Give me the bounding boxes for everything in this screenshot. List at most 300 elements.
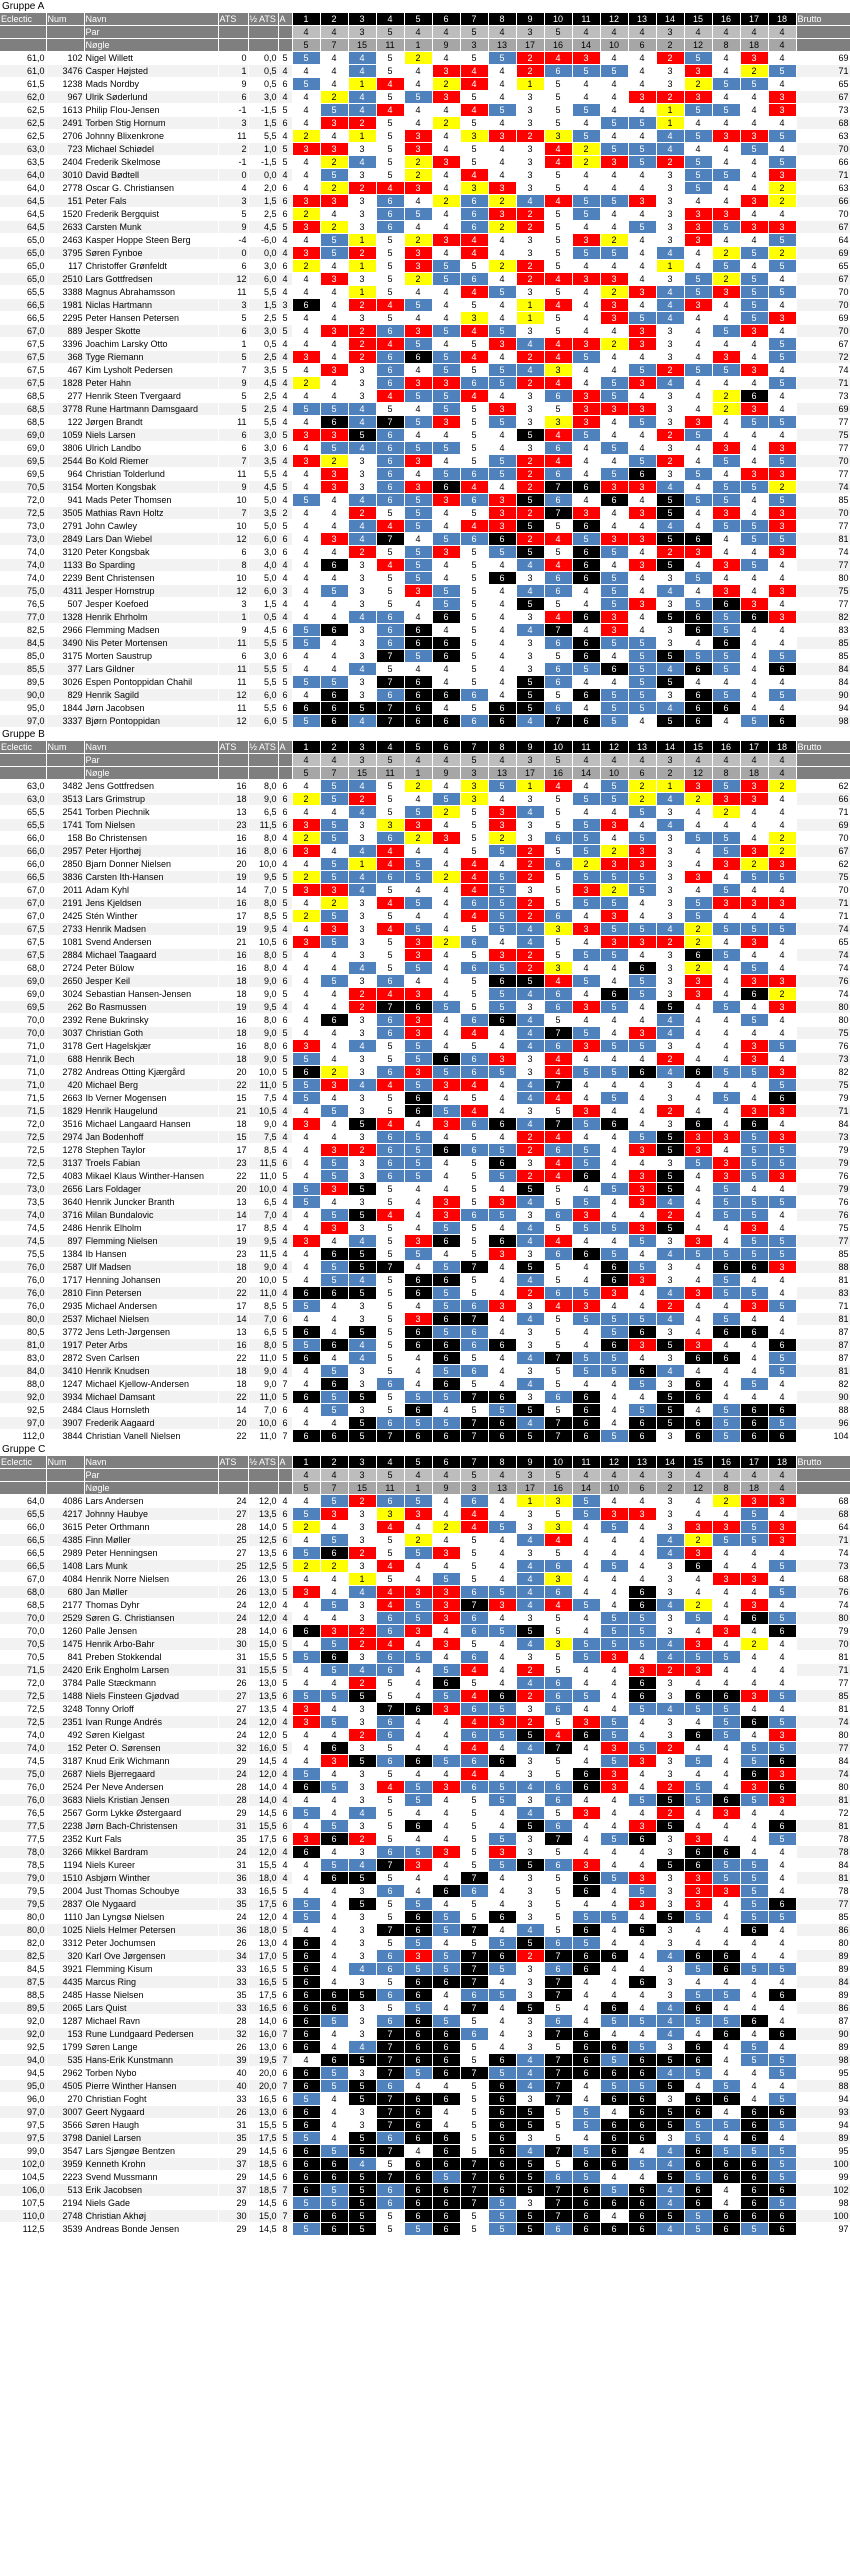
hole-score: 4 [768, 1027, 796, 1040]
hole-score: 4 [600, 1053, 628, 1066]
hole-score: 6 [292, 1989, 320, 2002]
hole-score: 3 [740, 130, 768, 143]
hole-score: 5 [628, 416, 656, 429]
eclectic-score: 79,5 [0, 1898, 46, 1911]
hole-score: 5 [768, 1196, 796, 1209]
hole-score: 3 [292, 429, 320, 442]
brutto-score: 70 [796, 832, 850, 845]
hole-score: 3 [488, 208, 516, 221]
brutto-score: 71 [796, 65, 850, 78]
brutto-score: 89 [796, 1963, 850, 1976]
hole-score: 3 [656, 1521, 684, 1534]
hole-score: 4 [628, 520, 656, 533]
brutto-score: 86 [796, 2002, 850, 2015]
table-row [0, 871, 850, 884]
a-value: 6 [278, 936, 292, 949]
hole-score: 6 [572, 572, 600, 585]
hole-score: 3 [628, 1170, 656, 1183]
hole-score: 6 [712, 2028, 740, 2041]
ats-value: 5 [218, 312, 248, 325]
hole-score: 3 [572, 1105, 600, 1118]
hole-score: 5 [404, 871, 432, 884]
hole-score: 5 [404, 1898, 432, 1911]
hole-par: 4 [572, 754, 600, 767]
hole-score: 6 [376, 1612, 404, 1625]
player-name: Henrik Sagild [84, 689, 218, 702]
hole-score: 7 [460, 1872, 488, 1885]
hole-score: 3 [488, 520, 516, 533]
hole-score: 3 [348, 1911, 376, 1924]
hole-score: 4 [516, 1040, 544, 1053]
hole-score: 4 [684, 117, 712, 130]
hole-score: 4 [768, 572, 796, 585]
brutto-score: 79 [796, 1157, 850, 1170]
hole-score: 4 [460, 871, 488, 884]
hole-score: 5 [740, 1898, 768, 1911]
hole-score: 4 [572, 1092, 600, 1105]
brutto-score: 80 [796, 1014, 850, 1027]
hole-score: 3 [348, 1781, 376, 1794]
hole-score: 6 [600, 2067, 628, 2080]
col-ats: ATS [218, 741, 248, 754]
member-number: 1025 [46, 1924, 84, 1937]
hole-score: 4 [572, 1989, 600, 2002]
hole-score: 4 [432, 520, 460, 533]
hole-score: 5 [740, 1235, 768, 1248]
hole-score: 4 [712, 1339, 740, 1352]
member-number: 3547 [46, 2145, 84, 2158]
ats-value: 0 [218, 169, 248, 182]
hole-score: 3 [432, 1118, 460, 1131]
hole-score: 7 [376, 2145, 404, 2158]
hole-score: 4 [544, 533, 572, 546]
half-ats-value: 2,5 [248, 208, 278, 221]
hole-score: 3 [488, 1248, 516, 1261]
hole-score: 4 [432, 169, 460, 182]
hole-score: 4 [600, 1014, 628, 1027]
hole-score: 3 [740, 598, 768, 611]
hole-score: 5 [320, 1495, 348, 1508]
hole-score: 4 [516, 195, 544, 208]
hole-index: 17 [516, 39, 544, 52]
hole-par: 3 [656, 1469, 684, 1482]
player-name: Peter Orthmann [84, 1521, 218, 1534]
hole-score: 4 [600, 1495, 628, 1508]
hole-score: 6 [404, 2041, 432, 2054]
table-row [0, 2080, 850, 2093]
hole-score: 5 [320, 1157, 348, 1170]
hole-score: 5 [600, 468, 628, 481]
half-ats-value: 14,0 [248, 1781, 278, 1794]
hole-score: 4 [404, 845, 432, 858]
member-number: 377 [46, 663, 84, 676]
hole-number: 13 [628, 1456, 656, 1469]
eclectic-score: 74,0 [0, 546, 46, 559]
hole-score: 5 [712, 1183, 740, 1196]
hole-score: 4 [488, 1768, 516, 1781]
hole-score: 5 [600, 390, 628, 403]
player-name: Carsten Ith-Hansen [84, 871, 218, 884]
hole-score: 4 [348, 1339, 376, 1352]
ats-value: 19 [218, 1235, 248, 1248]
hole-score: 6 [628, 1430, 656, 1443]
hole-score: 4 [404, 221, 432, 234]
hole-score: 5 [712, 1313, 740, 1326]
hole-score: 4 [712, 871, 740, 884]
player-name: Carsten Munk [84, 221, 218, 234]
eclectic-score: 71,5 [0, 1092, 46, 1105]
hole-score: 6 [292, 2145, 320, 2158]
hole-score: 2 [292, 871, 320, 884]
hole-score: 4 [656, 1027, 684, 1040]
a-value: 6 [278, 182, 292, 195]
brutto-score: 81 [796, 1274, 850, 1287]
hole-score: 4 [684, 845, 712, 858]
ats-value: 36 [218, 1872, 248, 1885]
hole-score: 3 [656, 884, 684, 897]
hole-score: 5 [544, 1508, 572, 1521]
brutto-score: 70 [796, 507, 850, 520]
ats-value: 11 [218, 468, 248, 481]
member-number: 3806 [46, 442, 84, 455]
hole-score: 5 [376, 1352, 404, 1365]
hole-score: 3 [628, 195, 656, 208]
half-ats-value: 9,0 [248, 1365, 278, 1378]
hole-score: 4 [656, 923, 684, 936]
member-number: 2706 [46, 130, 84, 143]
hole-score: 4 [516, 1677, 544, 1690]
hole-score: 5 [712, 1872, 740, 1885]
hole-score: 3 [684, 1287, 712, 1300]
hole-score: 4 [600, 1300, 628, 1313]
hole-score: 5 [600, 195, 628, 208]
hole-score: 4 [404, 663, 432, 676]
hole-score: 4 [516, 1222, 544, 1235]
hole-score: 4 [712, 2197, 740, 2210]
hole-score: 4 [768, 1391, 796, 1404]
hole-score: 3 [348, 1950, 376, 1963]
player-name: Torben Nybo [84, 2067, 218, 2080]
hole-score: 6 [320, 624, 348, 637]
hole-score: 5 [404, 559, 432, 572]
hole-score: 4 [348, 1274, 376, 1287]
hole-score: 4 [712, 1768, 740, 1781]
hole-score: 4 [600, 364, 628, 377]
hole-score: 5 [768, 1742, 796, 1755]
hole-score: 4 [600, 1807, 628, 1820]
player-name: Lars Grimstrup [84, 793, 218, 806]
hole-score: 4 [684, 1040, 712, 1053]
ats-value: 11 [218, 130, 248, 143]
ats-value: 23 [218, 819, 248, 832]
table-row [0, 819, 850, 832]
hole-score: 6 [376, 325, 404, 338]
half-ats-value: 15,5 [248, 1859, 278, 1872]
hole-score: 4 [684, 1404, 712, 1417]
hole-score: 4 [740, 494, 768, 507]
hole-score: 6 [432, 1053, 460, 1066]
hole-score: 5 [488, 897, 516, 910]
hole-score: 5 [320, 1170, 348, 1183]
player-name: Peter Jochumsen [84, 1937, 218, 1950]
a-value: 4 [278, 1495, 292, 1508]
hole-score: 5 [516, 2184, 544, 2197]
hole-score: 5 [488, 1859, 516, 1872]
hole-score: 4 [628, 2145, 656, 2158]
hole-score: 5 [544, 546, 572, 559]
col-eclectic: Eclectic [0, 1456, 46, 1469]
hole-score: 4 [432, 312, 460, 325]
a-value: 6 [278, 442, 292, 455]
hole-score: 4 [320, 650, 348, 663]
hole-score: 4 [712, 1781, 740, 1794]
hole-score: 5 [432, 260, 460, 273]
table-row [0, 351, 850, 364]
hole-score: 5 [544, 117, 572, 130]
table-row [0, 507, 850, 520]
hole-score: 4 [740, 377, 768, 390]
hole-score: 5 [460, 1248, 488, 1261]
member-number: 2544 [46, 455, 84, 468]
hole-score: 6 [572, 1963, 600, 1976]
hole-score: 4 [292, 104, 320, 117]
hole-score: 6 [544, 663, 572, 676]
hole-score: 4 [488, 1027, 516, 1040]
hole-index: 11 [376, 39, 404, 52]
brutto-score: 94 [796, 2119, 850, 2132]
hole-score: 5 [712, 663, 740, 676]
hole-score: 5 [544, 949, 572, 962]
half-ats-value: 7,0 [248, 884, 278, 897]
hole-score: 6 [544, 910, 572, 923]
hole-score: 5 [376, 1300, 404, 1313]
a-value: 4 [278, 559, 292, 572]
hole-score: 4 [292, 1755, 320, 1768]
hole-score: 4 [292, 1612, 320, 1625]
hole-score: 3 [516, 1157, 544, 1170]
hole-score: 5 [768, 156, 796, 169]
hole-par: 4 [320, 754, 348, 767]
hole-score: 4 [432, 572, 460, 585]
hole-score: 3 [516, 1846, 544, 1859]
hole-score: 3 [348, 1131, 376, 1144]
hole-score: 4 [684, 507, 712, 520]
hole-score: 4 [740, 676, 768, 689]
hole-score: 6 [740, 1430, 768, 1443]
hole-score: 4 [292, 1313, 320, 1326]
hole-score: 2 [600, 234, 628, 247]
hole-score: 5 [684, 286, 712, 299]
hole-score: 5 [348, 1872, 376, 1885]
hole-score: 3 [656, 182, 684, 195]
hole-score: 7 [544, 1976, 572, 1989]
hole-score: 5 [348, 2132, 376, 2145]
hole-score: 4 [488, 273, 516, 286]
hole-score: 7 [544, 1989, 572, 2002]
hole-score: 3 [712, 1521, 740, 1534]
hole-score: 7 [460, 1976, 488, 1989]
half-ats-value: 9,5 [248, 1001, 278, 1014]
hole-score: 6 [544, 832, 572, 845]
hole-score: 6 [544, 572, 572, 585]
hole-score: 4 [292, 689, 320, 702]
hole-index: 3 [460, 1482, 488, 1495]
eclectic-score: 62,5 [0, 117, 46, 130]
hole-score: 4 [684, 1365, 712, 1378]
hole-score: 5 [712, 1196, 740, 1209]
hole-score: 3 [432, 234, 460, 247]
hole-score: 4 [768, 1378, 796, 1391]
a-value: 5 [278, 1521, 292, 1534]
col-half-ats: ½ ATS [248, 13, 278, 26]
ats-value: 26 [218, 1677, 248, 1690]
player-name: Frederik Aagaard [84, 1417, 218, 1430]
hole-score: 3 [600, 299, 628, 312]
hole-score: 6 [320, 702, 348, 715]
table-row [0, 1495, 850, 1508]
hole-score: 6 [320, 416, 348, 429]
hole-score: 5 [376, 2158, 404, 2171]
eclectic-score: 63,0 [0, 793, 46, 806]
ats-value: 7 [218, 455, 248, 468]
hole-score: 6 [320, 2158, 348, 2171]
hole-score: 4 [600, 78, 628, 91]
hole-score: 6 [376, 637, 404, 650]
hole-score: 5 [628, 1742, 656, 1755]
ats-value: 23 [218, 1157, 248, 1170]
hole-score: 5 [432, 793, 460, 806]
hole-score: 4 [320, 1794, 348, 1807]
hole-score: 4 [600, 1534, 628, 1547]
hole-score: 5 [488, 884, 516, 897]
member-number: 1829 [46, 1105, 84, 1118]
hole-score: 4 [292, 585, 320, 598]
hole-score: 5 [320, 1105, 348, 1118]
hole-score: 4 [488, 2041, 516, 2054]
hole-score: 4 [292, 1378, 320, 1391]
hole-score: 7 [460, 1313, 488, 1326]
hole-score: 5 [712, 1248, 740, 1261]
hole-score: 5 [544, 689, 572, 702]
member-number: 3396 [46, 338, 84, 351]
player-name: Stén Winther [84, 910, 218, 923]
col-navn: Navn [84, 741, 218, 754]
brutto-score: 81 [796, 1872, 850, 1885]
hole-score: 6 [572, 2028, 600, 2041]
hole-score: 5 [376, 156, 404, 169]
hole-score: 5 [404, 1391, 432, 1404]
ats-value: 12 [218, 273, 248, 286]
hole-score: 2 [516, 1950, 544, 1963]
hole-score: 3 [600, 273, 628, 286]
hole-score: 3 [656, 1092, 684, 1105]
hole-score: 4 [432, 2119, 460, 2132]
hole-score: 4 [460, 286, 488, 299]
hole-score: 3 [656, 1677, 684, 1690]
hole-score: 6 [292, 1391, 320, 1404]
hole-score: 4 [516, 1092, 544, 1105]
hole-score: 4 [320, 1092, 348, 1105]
member-number: 3175 [46, 650, 84, 663]
hole-score: 6 [600, 1261, 628, 1274]
table-row [0, 1105, 850, 1118]
hole-score: 5 [656, 2210, 684, 2223]
hole-score: 6 [460, 377, 488, 390]
a-value: 5 [278, 1560, 292, 1573]
hole-score: 5 [320, 1534, 348, 1547]
hole-score: 4 [292, 273, 320, 286]
hole-score: 5 [628, 689, 656, 702]
hole-score: 4 [320, 351, 348, 364]
hole-number: 8 [488, 1456, 516, 1469]
brutto-score: 71 [796, 1534, 850, 1547]
hole-score: 5 [376, 1404, 404, 1417]
hole-score: 5 [320, 910, 348, 923]
hole-score: 5 [292, 2132, 320, 2145]
hole-score: 3 [516, 663, 544, 676]
hole-score: 4 [488, 1378, 516, 1391]
hole-score: 5 [740, 520, 768, 533]
hole-score: 4 [292, 1729, 320, 1742]
hole-score: 5 [572, 1508, 600, 1521]
hole-score: 5 [348, 2184, 376, 2197]
hole-score: 4 [572, 1261, 600, 1274]
hole-score: 4 [684, 2028, 712, 2041]
member-number: 2491 [46, 117, 84, 130]
hole-score: 3 [656, 910, 684, 923]
hole-score: 4 [292, 858, 320, 871]
a-value: 4 [278, 286, 292, 299]
hole-par: 3 [348, 1469, 376, 1482]
brutto-score: 94 [796, 2093, 850, 2106]
hole-score: 6 [684, 1560, 712, 1573]
hole-score: 4 [432, 1040, 460, 1053]
hole-score: 4 [348, 533, 376, 546]
ats-value: 14 [218, 884, 248, 897]
member-number: 1247 [46, 1378, 84, 1391]
hole-score: 5 [292, 715, 320, 728]
hole-score: 4 [544, 780, 572, 793]
player-name: Finn Petersen [84, 1287, 218, 1300]
hole-score: 2 [404, 234, 432, 247]
brutto-score: 102 [796, 2184, 850, 2197]
hole-score: 6 [544, 442, 572, 455]
ats-value: 17 [218, 1300, 248, 1313]
hole-score: 3 [320, 481, 348, 494]
hole-score: 3 [684, 65, 712, 78]
hole-score: 4 [292, 442, 320, 455]
hole-score: 5 [544, 208, 572, 221]
hole-score: 5 [516, 2210, 544, 2223]
hole-score: 4 [572, 2132, 600, 2145]
eclectic-score: 72,0 [0, 1118, 46, 1131]
hole-score: 6 [404, 676, 432, 689]
hole-score: 6 [460, 1300, 488, 1313]
member-number: 1917 [46, 1339, 84, 1352]
hole-score: 4 [740, 663, 768, 676]
hole-score: 6 [460, 1495, 488, 1508]
hole-score: 4 [656, 312, 684, 325]
hole-score: 5 [712, 832, 740, 845]
eclectic-score: 64,0 [0, 182, 46, 195]
hole-score: 5 [572, 208, 600, 221]
half-ats-value: 7,0 [248, 1209, 278, 1222]
hole-score: 4 [656, 2145, 684, 2158]
table-row [0, 845, 850, 858]
a-value: 3 [278, 585, 292, 598]
half-ats-value: 5,5 [248, 468, 278, 481]
hole-score: 4 [712, 52, 740, 65]
